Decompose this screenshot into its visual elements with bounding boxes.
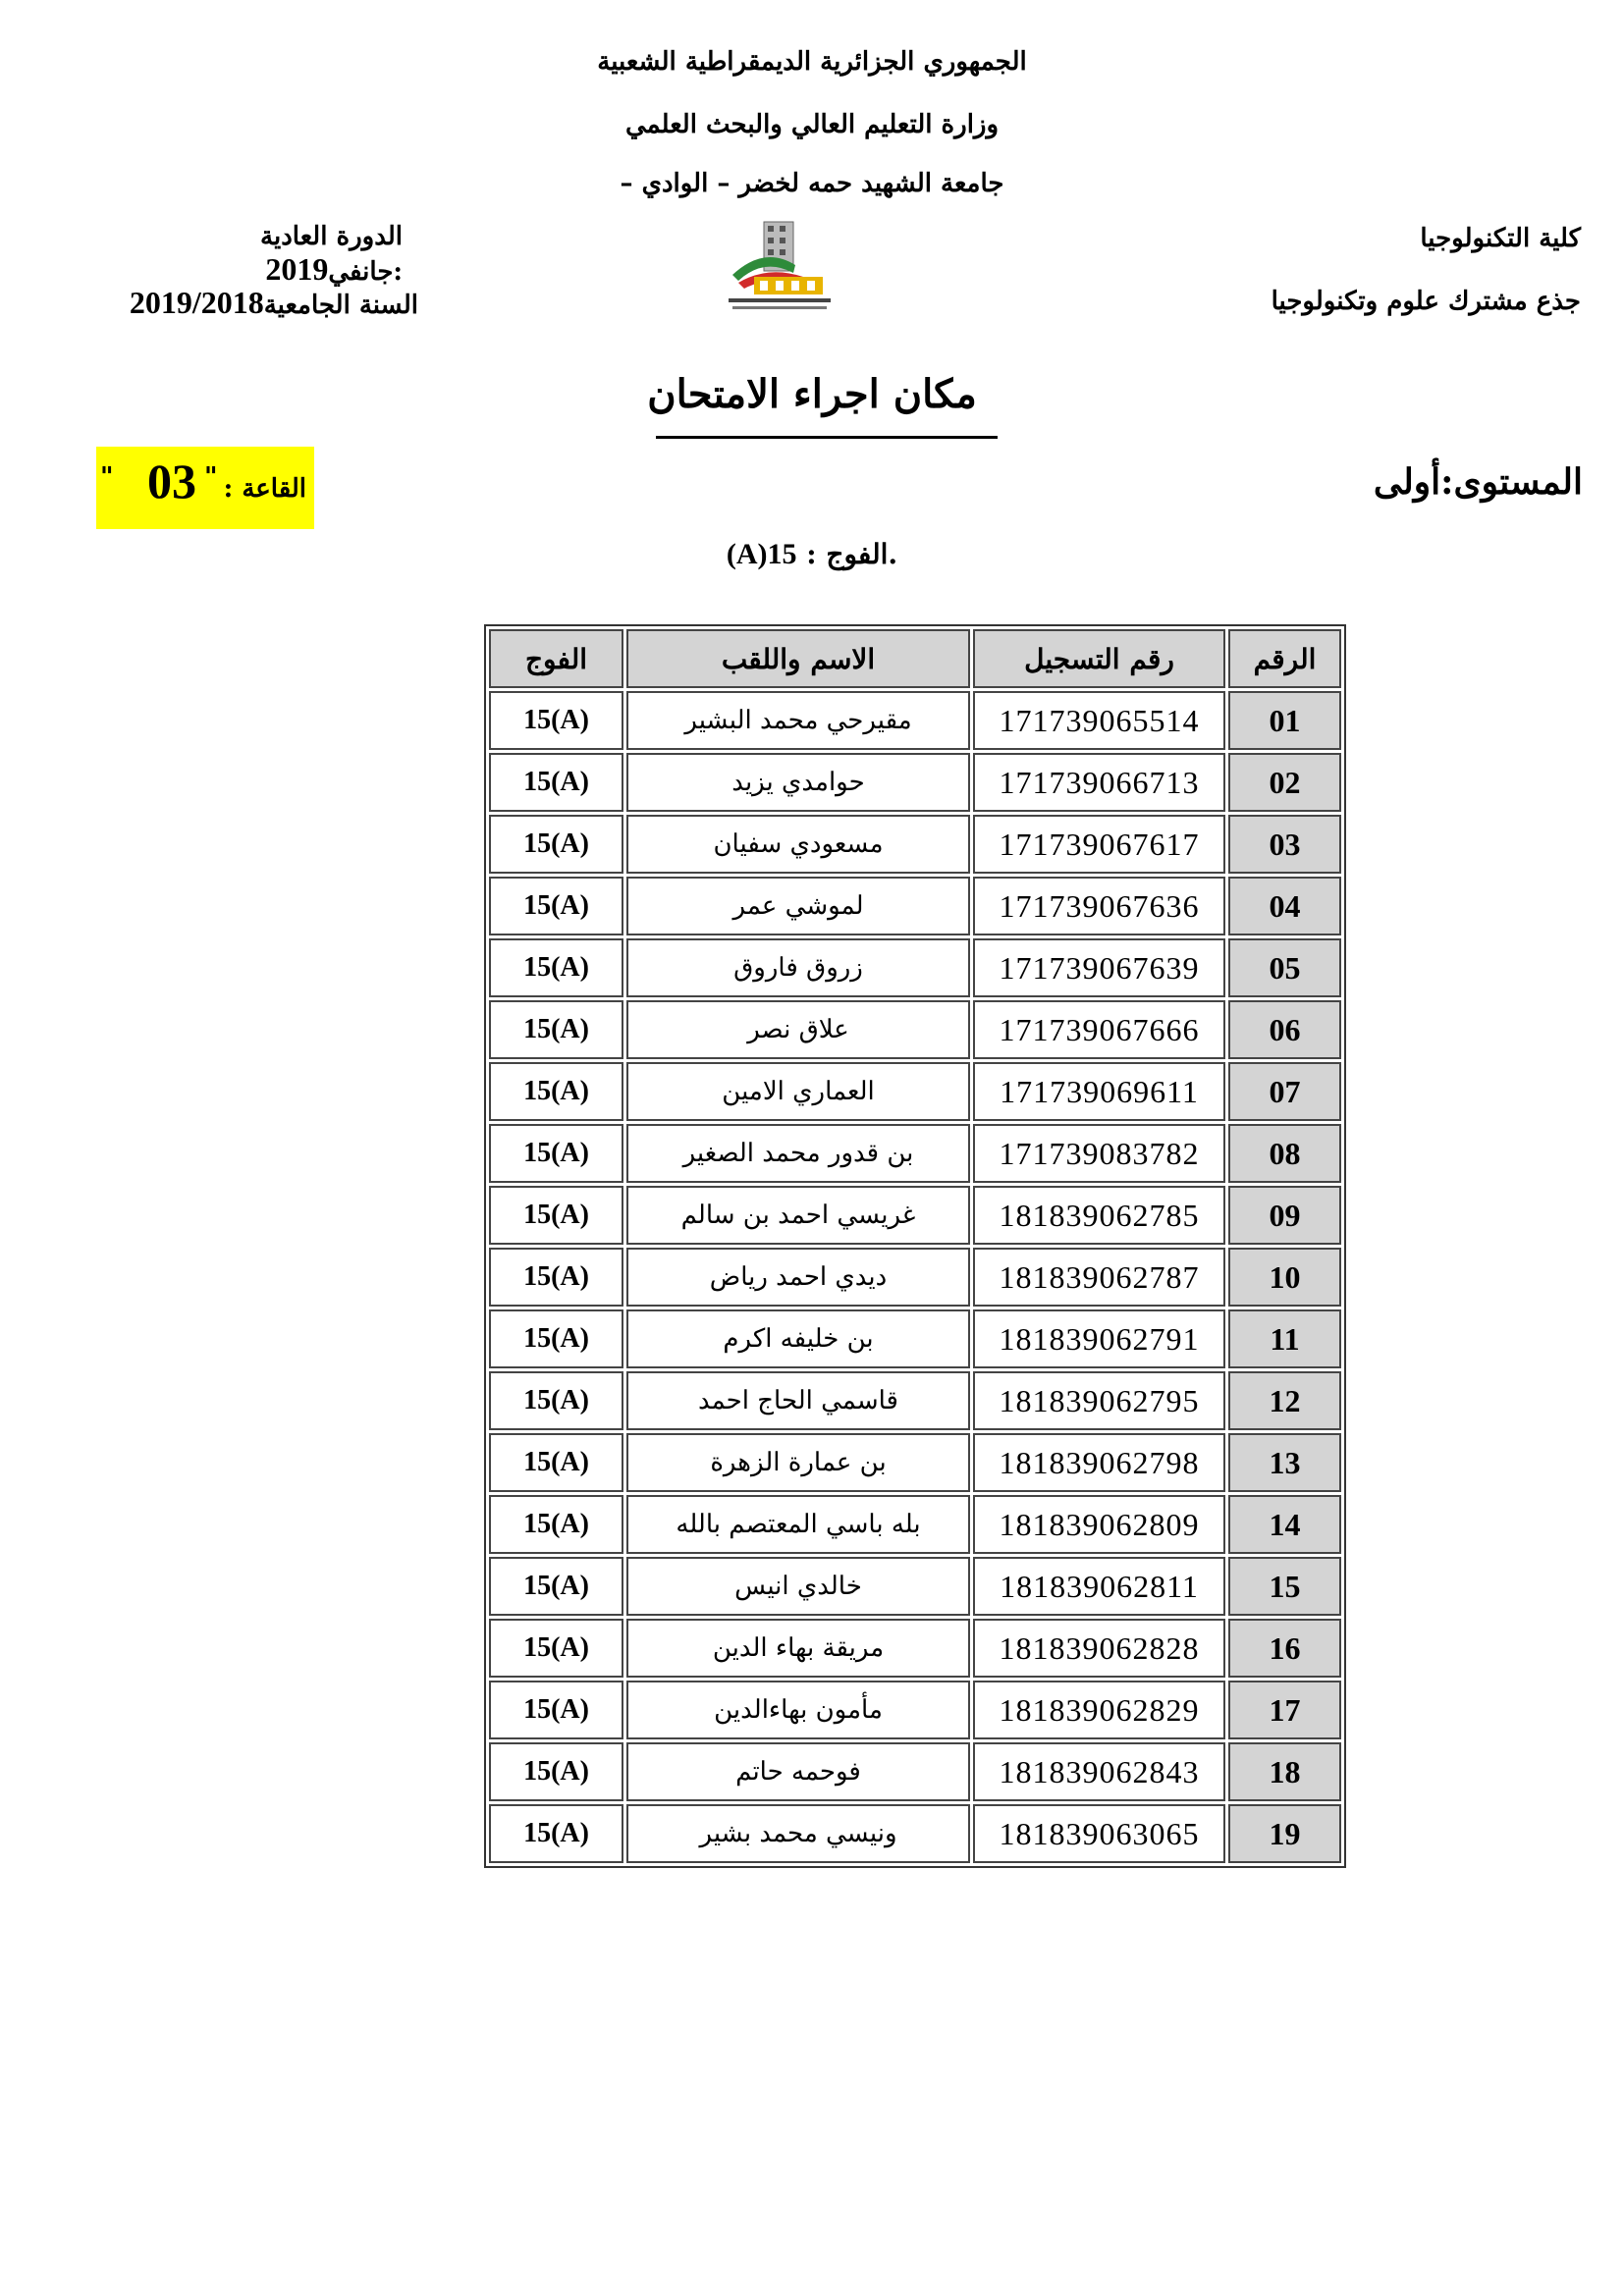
table-row [489, 938, 1341, 997]
hall-label: القاعة : [223, 474, 306, 504]
header-name: الاسم واللقب [626, 629, 970, 688]
registration-cell: 171739067636 [973, 877, 1225, 935]
table-row [489, 1495, 1341, 1554]
faculty-name: كلية التكنولوجيا [1420, 224, 1581, 253]
group-cell: 15(A) [489, 938, 623, 997]
table-header-row [489, 629, 1341, 688]
group-cell: 15(A) [489, 1804, 623, 1863]
name-cell: مريقة بهاء الدين [626, 1619, 970, 1678]
registration-cell: 181839062787 [973, 1248, 1225, 1307]
group-cell: 15(A) [489, 1186, 623, 1245]
number-cell: 04 [1228, 877, 1341, 935]
number-cell: 01 [1228, 691, 1341, 750]
name-cell: فوحمه حاتم [626, 1742, 970, 1801]
academic-year: 2019/2018 [129, 285, 264, 320]
group-cell: 15(A) [489, 753, 623, 812]
name-cell: مأمون بهاءالدين [626, 1681, 970, 1739]
number-cell: 14 [1228, 1495, 1341, 1554]
table-row [489, 1804, 1341, 1863]
number-cell: 10 [1228, 1248, 1341, 1307]
header-registration: رقم التسجيل [973, 629, 1225, 688]
group-cell: 15(A) [489, 691, 623, 750]
hall-box [96, 447, 314, 529]
group-cell: 15(A) [489, 1619, 623, 1678]
name-cell: خالدي انيس [626, 1557, 970, 1616]
table-row [489, 1309, 1341, 1368]
number-cell: 08 [1228, 1124, 1341, 1183]
registration-cell: 181839062791 [973, 1309, 1225, 1368]
session-year: 2019 [265, 251, 329, 287]
number-cell: 19 [1228, 1804, 1341, 1863]
group-cell: 15(A) [489, 1000, 623, 1059]
number-cell: 15 [1228, 1557, 1341, 1616]
number-cell: 11 [1228, 1309, 1341, 1368]
level-label: المستوى:أولى [1373, 461, 1583, 503]
department-name: جذع مشترك علوم وتكنولوجيا [1271, 287, 1581, 316]
name-cell: بن خليفه اكرم [626, 1309, 970, 1368]
academic-year-label: السنة الجامعية [263, 291, 418, 320]
table-row [489, 877, 1341, 935]
registration-cell: 181839062795 [973, 1371, 1225, 1430]
registration-cell: 171739069611 [973, 1062, 1225, 1121]
table-row [489, 1742, 1341, 1801]
table-row [489, 1248, 1341, 1307]
name-cell: بله باسي المعتصم بالله [626, 1495, 970, 1554]
table-row [489, 1000, 1341, 1059]
name-cell: العماري الامين [626, 1062, 970, 1121]
registration-cell: 181839063065 [973, 1804, 1225, 1863]
group-line [0, 538, 1624, 571]
registration-cell: 171739066713 [973, 753, 1225, 812]
registration-cell: 171739067639 [973, 938, 1225, 997]
number-cell: 07 [1228, 1062, 1341, 1121]
registration-cell: 181839062828 [973, 1619, 1225, 1678]
table-row [489, 815, 1341, 874]
group-label: .الفوج : [806, 538, 898, 570]
table-row [489, 753, 1341, 812]
group-cell: 15(A) [489, 877, 623, 935]
number-cell: 12 [1228, 1371, 1341, 1430]
academic-year-info [102, 285, 418, 321]
hall-number: 03 [147, 454, 196, 508]
number-cell: 03 [1228, 815, 1341, 874]
group-cell: 15(A) [489, 1557, 623, 1616]
group-cell: 15(A) [489, 1124, 623, 1183]
table-row [489, 1124, 1341, 1183]
name-cell: ديدي احمد رياض [626, 1248, 970, 1307]
number-cell: 17 [1228, 1681, 1341, 1739]
registration-cell: 181839062809 [973, 1495, 1225, 1554]
republic-title: الجمهوري الجزائرية الديمقراطية الشعبية [597, 47, 1027, 77]
group-cell: 15(A) [489, 1681, 623, 1739]
group-cell: 15(A) [489, 1742, 623, 1801]
table-row [489, 1062, 1341, 1121]
registration-cell: 181839062785 [973, 1186, 1225, 1245]
name-cell: غريسي احمد بن سالم [626, 1186, 970, 1245]
number-cell: 13 [1228, 1433, 1341, 1492]
hall-quote-right: " [204, 462, 218, 492]
table-row [489, 1681, 1341, 1739]
name-cell: ونيسي محمد بشير [626, 1804, 970, 1863]
name-cell: بن قدور محمد الصغير [626, 1124, 970, 1183]
university-title: جامعة الشهيد حمه لخضر – الوادي – [620, 169, 1004, 198]
registration-cell: 171739083782 [973, 1124, 1225, 1183]
group-cell: 15(A) [489, 815, 623, 874]
name-cell: مسعودي سفيان [626, 815, 970, 874]
university-logo-icon [725, 218, 835, 314]
table-row [489, 1433, 1341, 1492]
header-group: الفوج [489, 629, 623, 688]
page-title: مكان اجراء الامتحان [647, 371, 977, 417]
session-label: الدورة العادية :جانفي [260, 222, 403, 287]
registration-cell: 171739067617 [973, 815, 1225, 874]
number-cell: 02 [1228, 753, 1341, 812]
name-cell: بن عمارة الزهرة [626, 1433, 970, 1492]
table-row [489, 1619, 1341, 1678]
number-cell: 05 [1228, 938, 1341, 997]
registration-cell: 181839062811 [973, 1557, 1225, 1616]
name-cell: قاسمي الحاج احمد [626, 1371, 970, 1430]
table-row [489, 1557, 1341, 1616]
hall-quote-left: " [100, 462, 114, 492]
name-cell: علاق نصر [626, 1000, 970, 1059]
table-row [489, 1371, 1341, 1430]
number-cell: 18 [1228, 1742, 1341, 1801]
number-cell: 06 [1228, 1000, 1341, 1059]
roster-table [484, 624, 1346, 1868]
group-value: 15(A) [726, 538, 797, 570]
registration-cell: 181839062843 [973, 1742, 1225, 1801]
name-cell: حوامدي يزيد [626, 753, 970, 812]
name-cell: زروق فاروق [626, 938, 970, 997]
ministry-title: وزارة التعليم العالي والبحث العلمي [624, 110, 1000, 139]
registration-cell: 171739067666 [973, 1000, 1225, 1059]
name-cell: مقيرحي محمد البشير [626, 691, 970, 750]
group-cell: 15(A) [489, 1248, 623, 1307]
header-number: الرقم [1228, 629, 1341, 688]
group-cell: 15(A) [489, 1062, 623, 1121]
name-cell: لموشي عمر [626, 877, 970, 935]
title-underline [656, 436, 998, 439]
table-row [489, 1186, 1341, 1245]
session-info [118, 222, 403, 288]
group-cell: 15(A) [489, 1309, 623, 1368]
group-cell: 15(A) [489, 1433, 623, 1492]
table-row [489, 691, 1341, 750]
number-cell: 16 [1228, 1619, 1341, 1678]
registration-cell: 181839062829 [973, 1681, 1225, 1739]
number-cell: 09 [1228, 1186, 1341, 1245]
registration-cell: 171739065514 [973, 691, 1225, 750]
group-cell: 15(A) [489, 1371, 623, 1430]
registration-cell: 181839062798 [973, 1433, 1225, 1492]
group-cell: 15(A) [489, 1495, 623, 1554]
